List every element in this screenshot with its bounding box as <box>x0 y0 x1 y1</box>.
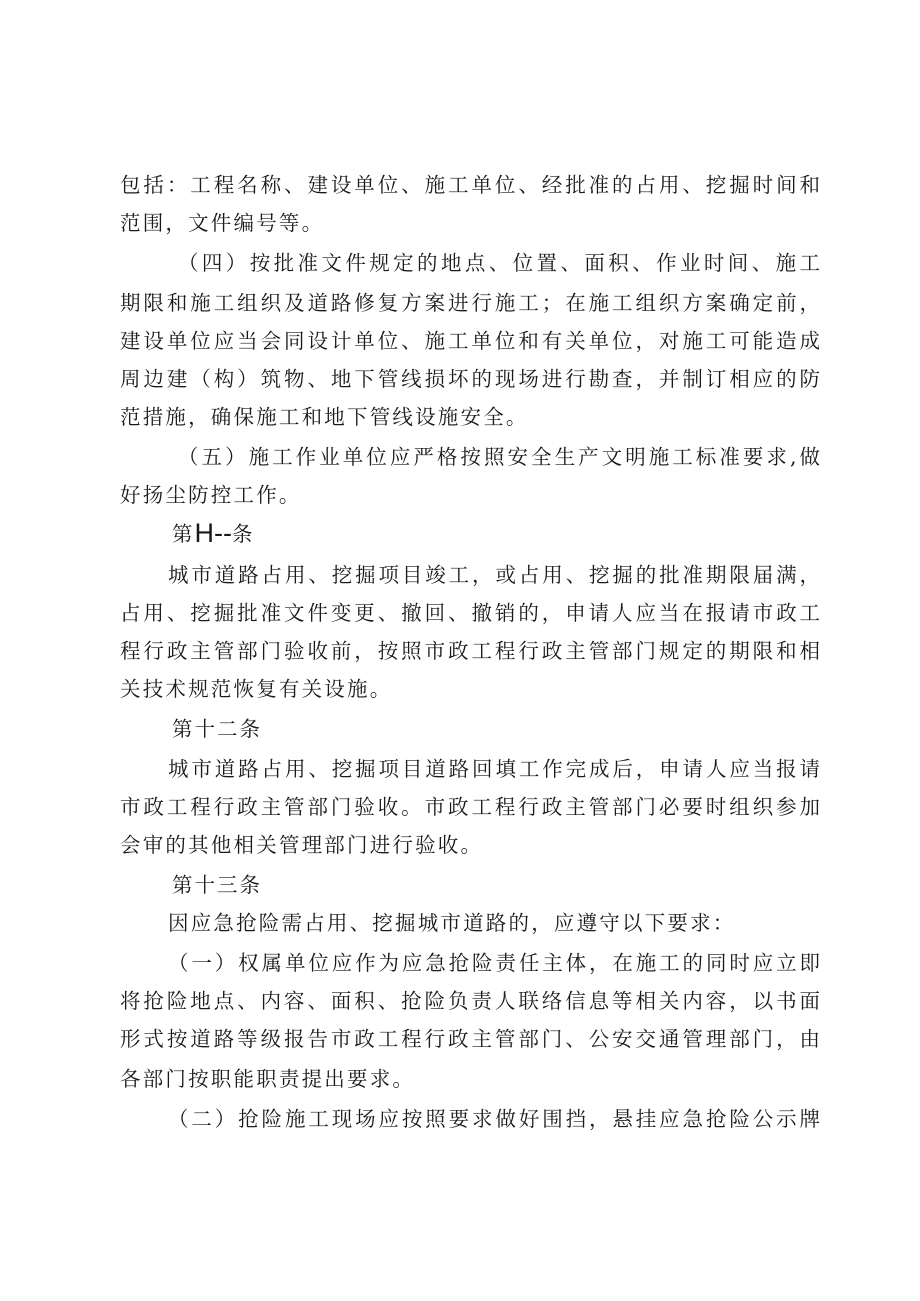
text-line: 好扬尘防控工作。 <box>120 483 302 507</box>
text-line: 建设单位应当会同设计单位、施工单位和有关单位，对施工可能造成 <box>120 329 820 353</box>
article-heading: 第十三条 <box>172 873 262 897</box>
text-line: 市政工程行政主管部门验收。市政工程行政主管部门必要时组织参加 <box>120 795 820 819</box>
text-line: 形式按道路等级报告市政工程行政主管部门、公安交通管理部门，由 <box>120 1027 820 1051</box>
article-heading <box>172 518 254 549</box>
text-line: 因应急抢险需占用、挖掘城市道路的，应遵守以下要求： <box>168 911 736 935</box>
article-heading: 第十二条 <box>172 717 262 741</box>
text-line: 关技术规范恢复有关设施。 <box>120 677 393 701</box>
text-line: （一）权属单位应作为应急抢险责任主体，在施工的同时应立即 <box>168 951 820 975</box>
text-line: 范措施，确保施工和地下管线设施安全。 <box>120 405 529 429</box>
text-line: 城市道路占用、挖掘项目道路回填工作完成后，申请人应当报请 <box>168 757 820 781</box>
text-line: （四）按批准文件规定的地点、位置、面积、作业时间、施工 <box>178 251 820 275</box>
text-line: 包括：工程名称、建设单位、施工单位、经批准的占用、挖掘时间和 <box>120 173 820 197</box>
heading-number: H-- <box>194 518 232 548</box>
text-line: 周边建（构）筑物、地下管线损坏的现场进行勘查，并制订相应的防 <box>120 367 820 391</box>
text-line: 程行政主管部门验收前，按照市政工程行政主管部门规定的期限和相 <box>120 639 820 663</box>
text-line: 将抢险地点、内容、面积、抢险负责人联络信息等相关内容，以书面 <box>120 989 820 1013</box>
text-line: （五）施工作业单位应严格按照安全生产文明施工标准要求,做 <box>178 445 820 469</box>
text-line: 期限和施工组织及道路修复方案进行施工；在施工组织方案确定前， <box>120 291 820 315</box>
text-line: （二）抢险施工现场应按照要求做好围挡，悬挂应急抢险公示牌 <box>168 1107 820 1131</box>
heading-prefix: 第 <box>172 522 195 546</box>
text-line: 会审的其他相关管理部门进行验收。 <box>120 833 484 857</box>
text-line: 范围，文件编号等。 <box>120 211 325 235</box>
text-line: 占用、挖掘批准文件变更、撤回、撤销的，申请人应当在报请市政工 <box>120 601 820 625</box>
heading-suffix: 条 <box>231 522 255 546</box>
text-line: 各部门按职能职责提出要求。 <box>120 1067 416 1091</box>
text-line: 城市道路占用、挖掘项目竣工，或占用、挖掘的批准期限届满， <box>168 563 820 587</box>
